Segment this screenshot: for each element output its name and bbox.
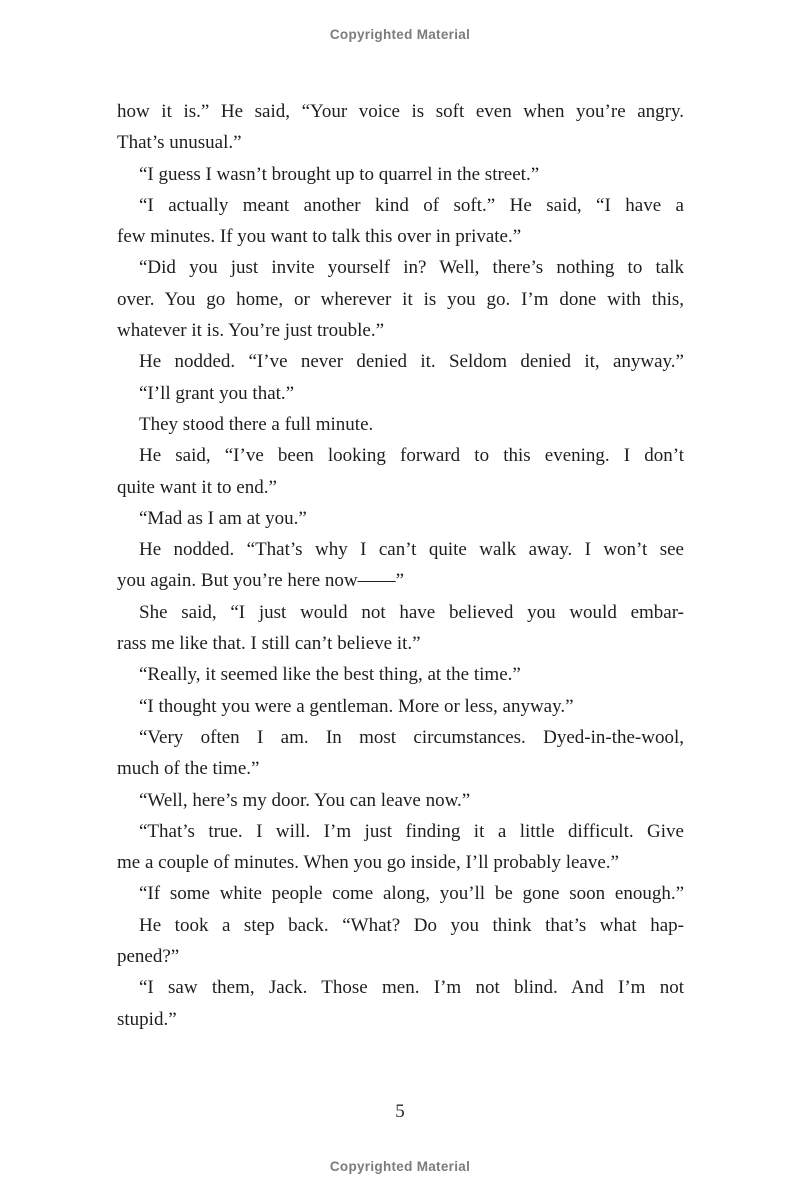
- text-block: [117, 96, 684, 1035]
- text-line: “I guess I wasn’t brought up to quarrel in the street.”: [139, 163, 540, 185]
- text-line: “If some white people come along, you’ll be gone soon enough.”: [139, 883, 684, 905]
- text-line: “Did you just invite yourself in? Well, there’s nothing to talk: [139, 257, 684, 279]
- text-line: how it is.” He said, “Your voice is soft even when you’re angry.: [117, 101, 684, 122]
- text-line: much of the time.”: [117, 758, 260, 780]
- text-line: “Mad as I am at you.”: [139, 507, 307, 529]
- text-line: He nodded. “I’ve never denied it. Seldom denied it, anyway.”: [139, 351, 684, 373]
- text-line: He took a step back. “What? Do you think that’s what hap-: [139, 914, 684, 936]
- text-line: whatever it is. You’re just trouble.”: [117, 320, 385, 342]
- text-line: rass me like that. I still can’t believe it.”: [117, 633, 421, 655]
- text-line: He nodded. “That’s why I can’t quite walk away. I won’t see: [139, 539, 684, 561]
- text-line: She said, “I just would not have believed you would embar-: [139, 601, 684, 623]
- text-line: over. You go home, or wherever it is you go. I’m done with this,: [117, 288, 684, 310]
- text-line: pened?”: [117, 946, 180, 968]
- text-line: “That’s true. I will. I’m just finding it a little difficult. Give: [139, 820, 684, 842]
- page-number: 5: [395, 1101, 405, 1122]
- text-line: stupid.”: [117, 1008, 177, 1030]
- text-line: “I saw them, Jack. Those men. I’m not blind. And I’m not: [139, 977, 684, 999]
- text-line: me a couple of minutes. When you go inside, I’ll probably leave.”: [117, 852, 619, 874]
- text-line: They stood there a full minute.: [139, 413, 374, 435]
- text-line: “Well, here’s my door. You can leave now.”: [139, 789, 471, 811]
- text-line: quite want it to end.”: [117, 476, 277, 498]
- text-line: “I actually meant another kind of soft.” He said, “I have a: [139, 194, 684, 216]
- text-line: That’s unusual.”: [117, 132, 242, 154]
- text-line: you again. But you’re here now——”: [117, 570, 405, 592]
- text-line: “I’ll grant you that.”: [139, 382, 295, 404]
- copyright-notice-top: Copyrighted Material: [329, 27, 471, 42]
- text-line: “I thought you were a gentleman. More or less, anyway.”: [139, 695, 574, 717]
- text-line: “Very often I am. In most circumstances. Dyed-in-the-wool,: [139, 726, 684, 748]
- text-line: “Really, it seemed like the best thing, at the time.”: [139, 664, 521, 686]
- copyright-notice-bottom: Copyrighted Material: [329, 1159, 471, 1174]
- text-line: few minutes. If you want to talk this over in private.”: [117, 226, 522, 248]
- text-line: He said, “I’ve been looking forward to this evening. I don’t: [139, 445, 684, 467]
